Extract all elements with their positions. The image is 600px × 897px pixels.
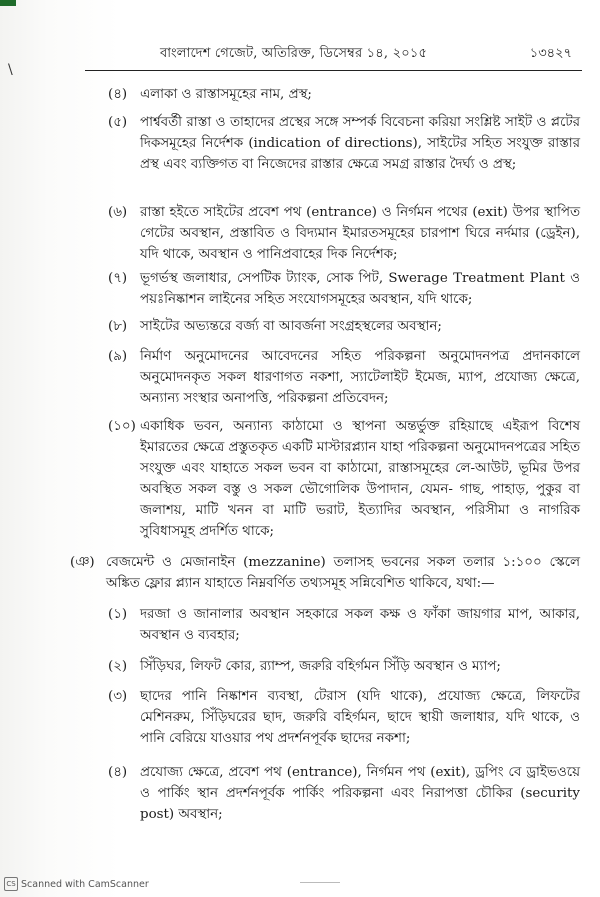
subitem-number: (৩) bbox=[108, 689, 128, 704]
subitem-number: (২) bbox=[108, 659, 128, 674]
item-number: (৫) bbox=[108, 115, 128, 130]
list-item: রাস্তা হইতে সাইটের প্রবেশ পথ (entrance) ও নির্গমন পথের (exit) উপর স্থাপিত গেটের অবস্থান, প্রস্তাবিত ও বিদ্যমান ইমারতসমূহের চারপাশ ঘিরে নর্দমার (ড্রেইন), যদি থাকে, অবস্থান ও পানিপ্রবাহের দিক নির্দেশক; bbox=[140, 205, 580, 262]
camscanner-icon: CS bbox=[4, 877, 18, 891]
scanner-watermark bbox=[4, 877, 149, 891]
clause-number: (ঞ) bbox=[70, 555, 95, 570]
scanner-label: Scanned with CamScanner bbox=[21, 878, 149, 890]
page-number: ১৩৪২৭ bbox=[529, 46, 572, 61]
subitem-number: (১) bbox=[108, 607, 128, 622]
item-number: (৭) bbox=[108, 271, 128, 286]
list-item: এলাকা ও রাস্তাসমূহের নাম, প্রস্থ; bbox=[140, 87, 312, 102]
subitem-number: (৪) bbox=[108, 765, 128, 780]
item-number: (৬) bbox=[108, 205, 128, 220]
list-item: নির্মাণ অনুমোদনের আবেদনের সহিত পরিকল্পনা অনুমোদনপত্র প্রদানকালে অনুমোদনকৃত সকল ধারণাগত নকশা, স্যাটেলাইট ইমেজ, ম্যাপ, প্রযোজ্য ক্ষেত্রে, অন্যান্য সংস্থার অনাপত্তি, পরিকল্পনা প্রতিবেদন; bbox=[140, 349, 580, 406]
list-item: সিঁড়িঘর, লিফট কোর, র‍্যাম্প, জরুরি বহির্গমন সিঁড়ি অবস্থান ও ম্যাপ; bbox=[140, 659, 501, 674]
item-number: (১০) bbox=[108, 419, 136, 434]
margin-mark: \ bbox=[8, 62, 13, 78]
gazette-title: বাংলাদেশ গেজেট, অতিরিক্ত, ডিসেম্বর ১৪, ২০১৫ bbox=[160, 46, 428, 61]
list-item: দরজা ও জানালার অবস্থান সহকারে সকল কক্ষ ও ফাঁকা জায়গার মাপ, আকার, অবস্থান ও ব্যবহার; bbox=[140, 607, 580, 643]
item-number: (৪) bbox=[108, 87, 128, 102]
list-item: একাধিক ভবন, অন্যান্য কাঠামো ও স্থাপনা অন্তর্ভুক্ত রহিয়াছে এইরূপ বিশেষ ইমারতের ক্ষেত্রে প্রস্তুতকৃত একটি মাস্টারপ্ল্যান যাহা পরিকল্পনা অনুমোদনপত্রের সহিত সংযুক্ত এবং যাহাতে সকল ভবন বা কাঠামো, রাস্তাসমূহের লে-আউট, ভূমির উপর অবস্থিত সকল বস্তু ও সকল ভৌগোলিক উপাদান, যেমন- গাছ, পাহাড়, পুকুর বা জলাশয়, মাটি খনন বা মাটি ভরাট, ইত্যাদির অবস্থান, পরিসীমা ও নাগরিক সুবিধাসমূহ প্রদর্শিত থাকে; bbox=[140, 419, 580, 539]
list-item: ভূগর্ভস্থ জলাধার, সেপটিক ট্যাংক, সোক পিট, Swerage Treatment Plant ও পয়ঃনিষ্কাশন লাইনের সহিত সংযোগসমূহের অবস্থান, যদি থাকে; bbox=[140, 271, 580, 307]
corner-color-mark bbox=[0, 0, 16, 6]
header-rule bbox=[85, 70, 582, 71]
footer-divider bbox=[300, 882, 340, 883]
item-number: (৯) bbox=[108, 349, 128, 364]
list-item: সাইটের অভ্যন্তরে বর্জ্য বা আবর্জনা সংগ্রহস্থলের অবস্থান; bbox=[140, 319, 442, 334]
item-number: (৮) bbox=[108, 319, 128, 334]
page-header bbox=[40, 40, 580, 66]
list-item: প্রযোজ্য ক্ষেত্রে, প্রবেশ পথ (entrance), নির্গমন পথ (exit), ড্রপিং বে ড্রাইভওয়ে ও পার্কিং স্থান প্রদর্শনপূর্বক পার্কিং পরিকল্পনা এবং নিরাপত্তা চৌকির (security post) অবস্থান; bbox=[140, 765, 580, 822]
list-item: পার্শ্ববর্তী রাস্তা ও তাহাদের প্রস্থের সঙ্গে সম্পর্ক বিবেচনা করিয়া সংশ্লিষ্ট সাইট ও প্লটের দিকসমূহের নির্দেশক (indication of directions), সাইটের সহিত সংযুক্ত রাস্তার প্রস্থ এবং ব্যক্তিগত বা নিজেদের রাস্তার ক্ষেত্রে সমগ্র রাস্তার দৈর্ঘ্য ও প্রস্থ; bbox=[140, 115, 580, 172]
clause-text: বেজমেন্ট ও মেজানাইন (mezzanine) তলাসহ ভবনের সকল তলার ১:১০০ স্কেলে অঙ্কিত ফ্লোর প্ল্যান যাহাতে নিম্নবর্ণিত তথ্যসমূহ সন্নিবেশিত থাকিবে, যথা:— bbox=[106, 555, 580, 591]
list-item: ছাদের পানি নিষ্কাশন ব্যবস্থা, টেরাস (যদি থাকে), প্রযোজ্য ক্ষেত্রে, লিফটের মেশিনরুম, সিঁড়িঘরের ছাদ, জরুরি বহির্গমন, ছাদে স্থায়ী জলাধার, যদি থাকে, ও পানি বেরিয়ে যাওয়ার পথ প্রদর্শনপূর্বক ছাদের নকশা; bbox=[140, 689, 580, 746]
